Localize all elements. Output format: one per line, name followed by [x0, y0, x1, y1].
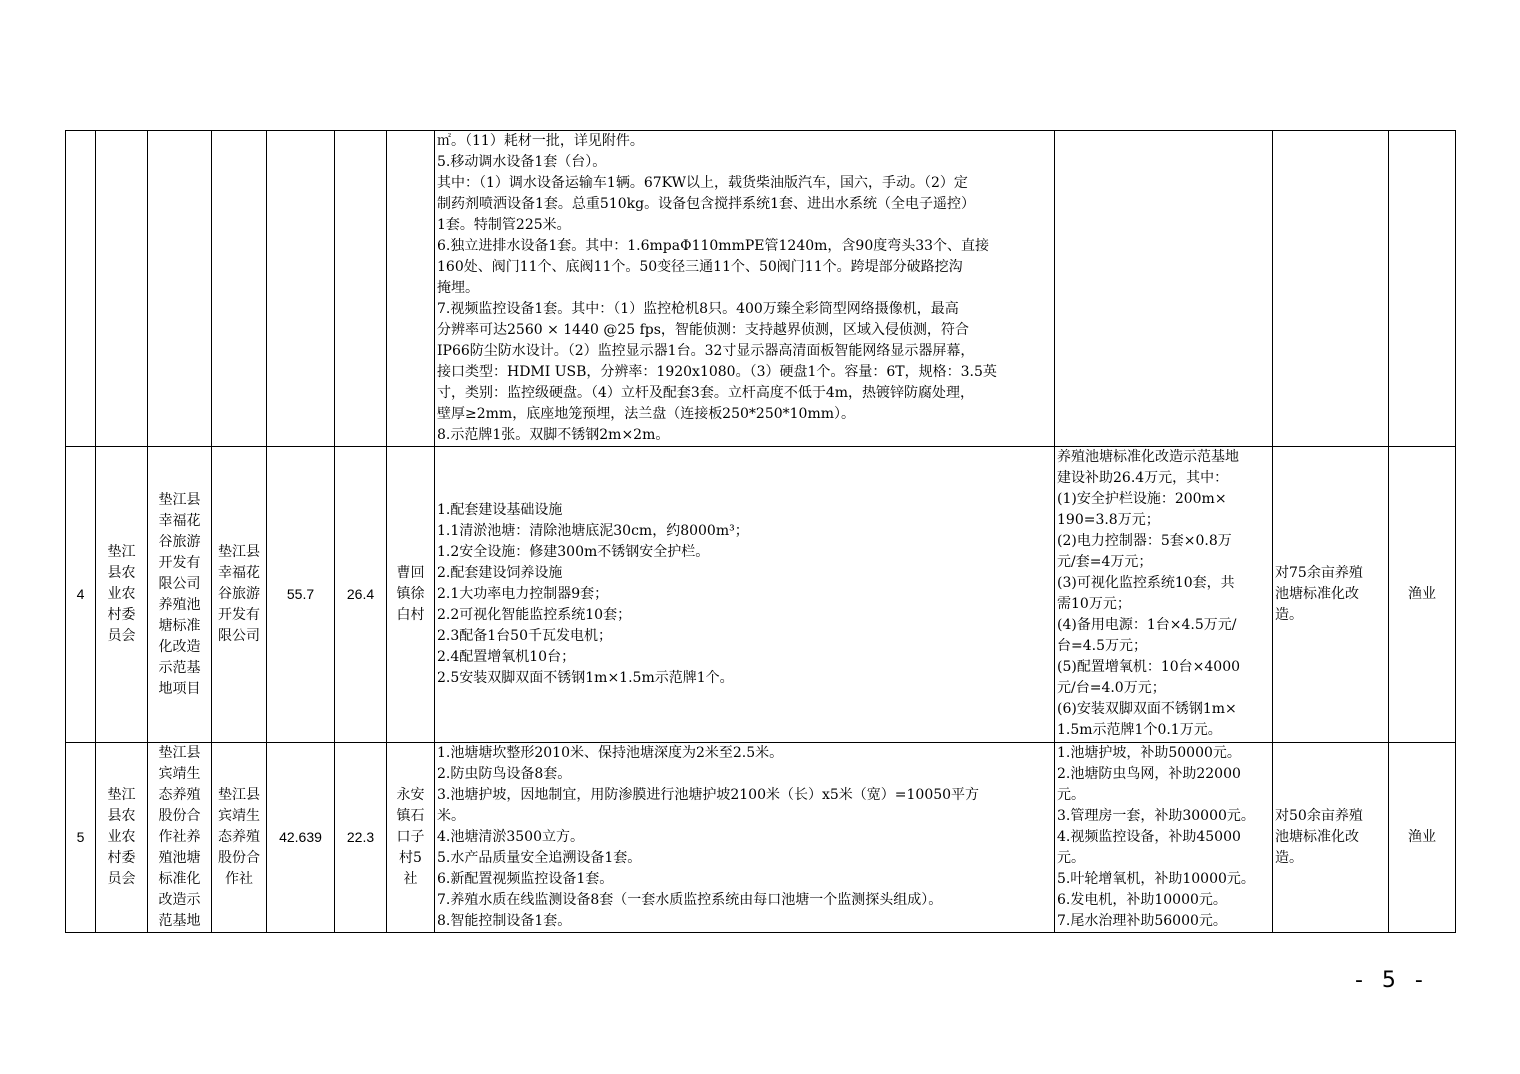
subsidy-detail-lines [1057, 447, 1270, 741]
text-line: 4.视频监控设备，补助45000 [1057, 829, 1241, 845]
text-line: 5.叶轮增氧机，补助10000元。 [1057, 871, 1255, 887]
text-line: 化改造 [158, 638, 201, 655]
text-line: 造。 [1275, 850, 1303, 866]
text-line: 谷旅游 [218, 586, 260, 602]
text-line: 160处、阀门11个、底阀11个。50变径三通11个、50阀门11个。跨堤部分破路挖沟 [437, 259, 963, 275]
text-line: 宾靖生 [218, 808, 260, 824]
text-line: 村委 [107, 607, 136, 623]
text-line: 分辨率可达2560 × 1440 @25 fps，智能侦测：支持越界侦测，区域入侵侦测，符合 [437, 322, 969, 338]
subsidy-cell [335, 131, 387, 447]
text-line: 垫江县 [158, 745, 201, 761]
text-line: 1.配套建设基础设施 [437, 502, 563, 518]
total-investment: 55.7 [267, 447, 335, 743]
text-line: 养殖池 [158, 596, 201, 613]
text-line: 8.智能控制设备1套。 [437, 913, 572, 929]
benefit-cell [1273, 131, 1389, 447]
text-line: 宾靖生 [158, 766, 201, 782]
text-line: 股份合 [218, 850, 260, 866]
text-line: 示范基 [158, 659, 201, 676]
text-line: 改造示 [158, 892, 201, 908]
text-line: 范基地 [158, 913, 201, 929]
owner-text [214, 542, 264, 647]
text-line: (1)安全护栏设施：200m× [1057, 491, 1227, 507]
total-investment: 42.639 [267, 743, 335, 933]
text-line: 接口类型：HDMI USB，分辨率：1920x1080。（3）硬盘1个。容量：6T，规格：3.5英 [437, 364, 997, 380]
text-line: 2.1大功率电力控制器9套； [437, 586, 609, 602]
text-line: 业农 [107, 829, 136, 845]
project-name-text [150, 743, 209, 932]
text-line: 垫江 [107, 787, 136, 803]
text-line: 标准化 [158, 871, 201, 887]
text-line: 8.示范牌1张。双脚不锈钢2m×2m。 [437, 427, 670, 443]
subsidy-amount: 26.4 [335, 447, 387, 743]
table-row-continued [66, 131, 1456, 447]
location-cell [387, 743, 435, 933]
content-cell [435, 447, 1055, 743]
text-line: 元/套=4万元； [1057, 554, 1153, 570]
text-line: 壁厚≥2mm，底座地笼预埋，法兰盘（连接板250*250*10mm）。 [437, 406, 855, 422]
benefit-cell [1273, 447, 1389, 743]
text-line: (3)可视化监控系统10套，共 [1057, 575, 1235, 591]
text-line: 作社 [225, 871, 253, 887]
text-line: 元。 [1057, 787, 1085, 803]
text-line: 垫江县 [158, 491, 201, 508]
text-line: 元。 [1057, 850, 1085, 866]
benefit-cell [1273, 743, 1389, 933]
department-cell [96, 743, 148, 933]
text-line: 制药剂喷洒设备1套。总重510kg。设备包含搅拌系统1套、进出水系统（全电子遥控） [437, 196, 975, 212]
benefit-text [1275, 563, 1386, 626]
text-line: 2.2可视化智能监控系统10套； [437, 607, 632, 623]
subsidy-detail-cell [1055, 743, 1273, 933]
text-line: 镇石 [396, 808, 425, 824]
text-line: 县农 [107, 565, 136, 581]
text-line: 作社养 [158, 829, 201, 845]
text-line: 1.2安全设施：修建300m不锈钢安全护栏。 [437, 544, 710, 560]
text-line: 2.4配置增氧机10台； [437, 649, 576, 665]
location-cell [387, 131, 435, 447]
text-line: ㎡。（11）耗材一批，详见附件。 [437, 133, 644, 149]
owner-text [214, 785, 264, 890]
text-line: 1.池塘护坡，补助50000元。 [1057, 745, 1241, 761]
text-line: 白村 [396, 607, 425, 623]
owner-cell [212, 131, 267, 447]
text-line: 垫江县 [218, 544, 260, 560]
project-name-cell [148, 743, 212, 933]
owner-cell [212, 447, 267, 743]
text-line: 寸，类别：监控级硬盘。（4）立杆及配套3套。立杆高度不低于4m，热镀锌防腐处理， [437, 385, 974, 401]
text-line: 态养殖 [158, 787, 201, 803]
department-text [98, 785, 145, 890]
text-line: 5.移动调水设备1套（台）。 [437, 154, 607, 170]
text-line: (4)备用电源：1台×4.5万元/ [1057, 617, 1237, 633]
text-line: 幸福花 [158, 512, 201, 529]
text-line: 限公司 [158, 575, 201, 592]
text-line: 垫江 [107, 544, 136, 560]
text-line: 米。 [437, 808, 465, 824]
benefit-text [1275, 806, 1386, 869]
text-line: 幸福花 [218, 565, 260, 581]
text-line: 社 [403, 871, 418, 887]
text-line: 业农 [107, 586, 136, 602]
text-line: 限公司 [218, 628, 260, 644]
text-line: 7.视频监控设备1套。其中：（1）监控枪机8只。400万臻全彩筒型网络摄像机，最高 [437, 301, 959, 317]
content-lines [437, 743, 1052, 932]
text-line: 3.管理房一套，补助30000元。 [1057, 808, 1255, 824]
category-cell: 渔业 [1389, 743, 1456, 933]
text-line: 地项目 [158, 680, 201, 697]
text-line: 殖池塘 [158, 850, 201, 866]
text-line: 1套。特制管225米。 [437, 217, 571, 233]
text-line: 台=4.5万元； [1057, 638, 1147, 654]
text-line: 其中：（1）调水设备运输车1辆。67KW以上，载货柴油版汽车，国六，手动。（2）定 [437, 175, 968, 191]
category-cell: 渔业 [1389, 447, 1456, 743]
text-line: 2.配套建设饲养设施 [437, 565, 563, 581]
project-name-cell [148, 447, 212, 743]
text-line: 2.5安装双脚双面不锈钢1m×1.5m示范牌1个。 [437, 670, 734, 686]
content-lines [437, 131, 1052, 446]
text-line: 县农 [107, 808, 136, 824]
department-cell [96, 131, 148, 447]
subsidy-detail-lines [1057, 743, 1270, 932]
text-line: 3.池塘护坡，因地制宜，用防渗膜进行池塘护坡2100米（长）x5米（宽）=10050平方 [437, 787, 980, 803]
text-line: (6)安装双脚双面不锈钢1m× [1057, 701, 1237, 717]
text-line: 190=3.8万元； [1057, 512, 1160, 528]
text-line: 1.5m示范牌1个0.1万元。 [1057, 722, 1222, 738]
location-text [389, 785, 432, 890]
text-line: 员会 [107, 628, 136, 644]
total-investment-cell [267, 131, 335, 447]
text-line: 2.防虫防鸟设备8套。 [437, 766, 572, 782]
text-line: 村5 [399, 850, 422, 866]
index-cell [66, 131, 96, 447]
text-line: 养殖池塘标准化改造示范基地 [1057, 449, 1239, 465]
row-index: 4 [66, 447, 96, 743]
text-line: 池塘标准化改 [1275, 586, 1359, 602]
text-line: 6.发电机，补助10000元。 [1057, 892, 1227, 908]
text-line: 4.池塘清淤3500立方。 [437, 829, 584, 845]
text-line: 对50余亩养殖 [1275, 808, 1363, 824]
text-line: 需10万元； [1057, 596, 1131, 612]
project-name-text [150, 490, 209, 700]
page-number: - 5 - [1355, 968, 1429, 993]
text-line: 掩埋。 [437, 280, 479, 296]
project-cell [148, 131, 212, 447]
text-line: 口子 [396, 829, 425, 845]
content-cell [435, 131, 1055, 447]
text-line: 7.尾水治理补助56000元。 [1057, 913, 1227, 929]
text-line: 垫江县 [218, 787, 260, 803]
text-line: 态养殖 [218, 829, 260, 845]
text-line: (5)配置增氧机：10台×4000 [1057, 659, 1241, 675]
text-line: 镇徐 [396, 586, 425, 602]
location-cell [387, 447, 435, 743]
content-cell [435, 743, 1055, 933]
text-line: 2.3配备1台50千瓦发电机； [437, 628, 612, 644]
text-line: 村委 [107, 850, 136, 866]
owner-cell [212, 743, 267, 933]
text-line: 6.独立进排水设备1套。其中：1.6mpaΦ110mmPE管1240m，含90度弯头33个、直接 [437, 238, 990, 254]
text-line: 开发有 [218, 607, 260, 623]
location-text [389, 563, 432, 626]
department-cell [96, 447, 148, 743]
text-line: 对75余亩养殖 [1275, 565, 1363, 581]
text-line: 6.新配置视频监控设备1套。 [437, 871, 614, 887]
table-row-5 [66, 743, 1456, 933]
text-line: 造。 [1275, 607, 1303, 623]
department-text [98, 542, 145, 647]
text-line: 5.水产品质量安全追溯设备1套。 [437, 850, 642, 866]
text-line: 永安 [396, 787, 425, 803]
text-line: 元/台=4.0万元； [1057, 680, 1166, 696]
text-line: 2.池塘防虫鸟网，补助22000 [1057, 766, 1241, 782]
text-line: (2)电力控制器：5套×0.8万 [1057, 533, 1232, 549]
row-index: 5 [66, 743, 96, 933]
text-line: IP66防尘防水设计。（2）监控显示器1台。32寸显示器高清面板智能网络显示器屏幕， [437, 343, 975, 359]
subsidy-detail-cell [1055, 131, 1273, 447]
text-line: 7.养殖水质在线监测设备8套（一套水质监控系统由每口池塘一个监测探头组成）。 [437, 892, 943, 908]
text-line: 1.池塘塘坎整形2010米、保持池塘深度为2米至2.5米。 [437, 745, 784, 761]
subsidy-amount: 22.3 [335, 743, 387, 933]
table-row-4 [66, 447, 1456, 743]
subsidy-detail-cell [1055, 447, 1273, 743]
text-line: 1.1清淤池塘：清除池塘底泥30cm，约8000m³； [437, 523, 749, 539]
text-line: 塘标准 [158, 617, 201, 634]
project-table [65, 130, 1456, 933]
category-cell [1389, 131, 1456, 447]
text-line: 谷旅游 [158, 533, 201, 550]
text-line: 池塘标准化改 [1275, 829, 1359, 845]
text-line: 曹回 [396, 565, 425, 581]
text-line: 开发有 [158, 554, 201, 571]
content-lines [437, 500, 1052, 689]
text-line: 股份合 [158, 808, 201, 824]
text-line: 建设补助26.4万元，其中： [1057, 470, 1229, 486]
text-line: 员会 [107, 871, 136, 887]
